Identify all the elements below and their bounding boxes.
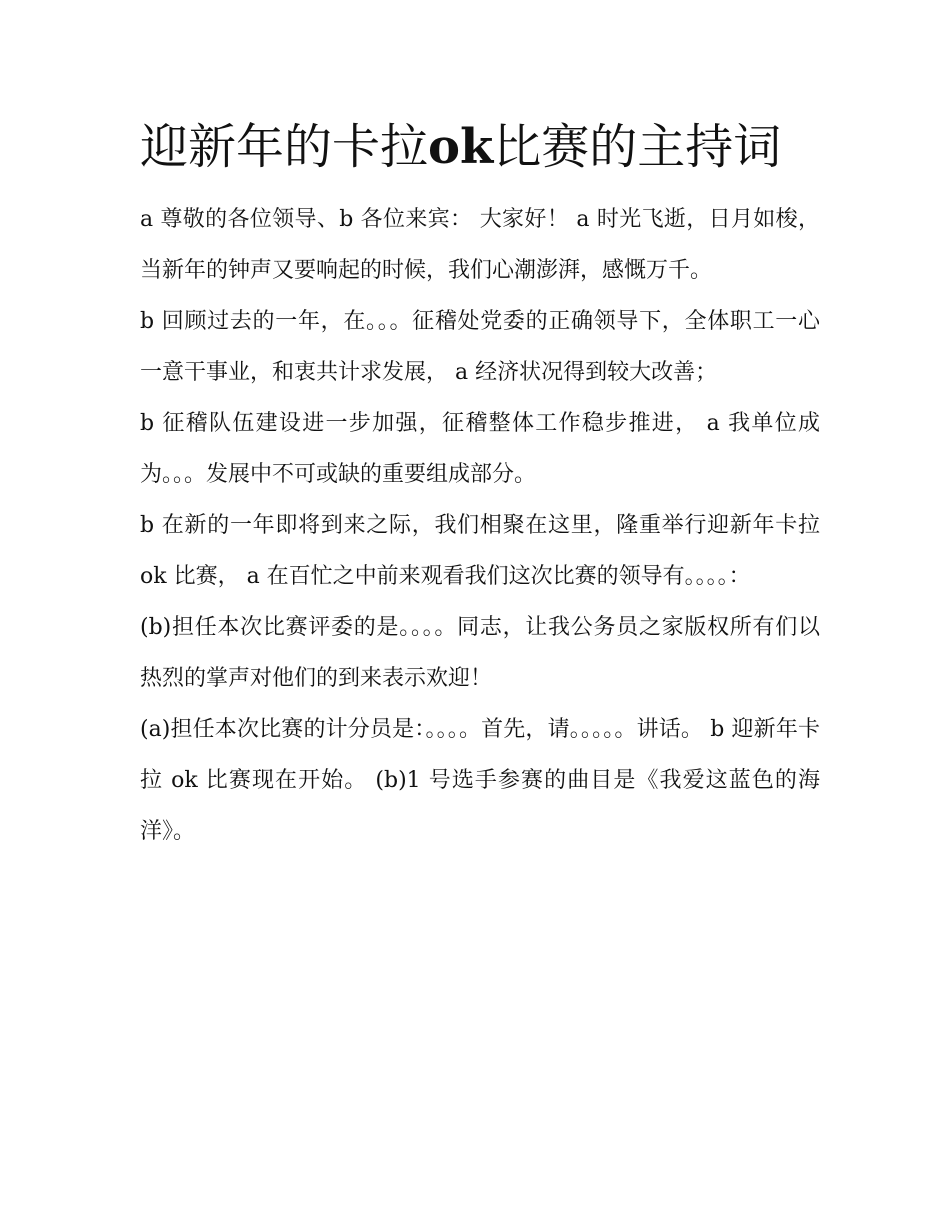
paragraph-2: b 回顾过去的一年，在。。。征稽处党委的正确领导下，全体职工一心一意干事业，和衷共计求发展， a 经济状况得到较大改善； [140,309,820,385]
paragraph-1: a 尊敬的各位领导、b 各位来宾： 大家好！ a 时光飞逝，日月如梭，当新年的钟声又要响起的时候，我们心潮澎湃，感慨万千。 [140,207,820,283]
paragraph-5: (b)担任本次比赛评委的是。。。。同志，让我公务员之家版权所有们以热烈的掌声对他们的到来表示欢迎！ [140,615,820,691]
title-text-part2: 比赛的主持词 [493,119,782,175]
paragraph-4: b 在新的一年即将到来之际，我们相聚在这里，隆重举行迎新年卡拉 ok 比赛， a 在百忙之中前来观看我们这次比赛的领导有。。。。： [140,513,820,589]
paragraph-3: b 征稽队伍建设进一步加强，征稽整体工作稳步推进， a 我单位成为。。。发展中不可或缺的重要组成部分。 [140,411,820,487]
document-body [140,108,820,857]
document-title [140,108,820,186]
title-text-part1: 迎新年的卡拉 [140,119,429,175]
paragraph-6: (a)担任本次比赛的计分员是：。。。。首先，请。。。。。讲话。 b 迎新年卡拉 ok 比赛现在开始。 (b)1 号选手参赛的曲目是《我爱这蓝色的海洋》。 [140,717,820,844]
title-text-bold: ok [428,119,494,175]
